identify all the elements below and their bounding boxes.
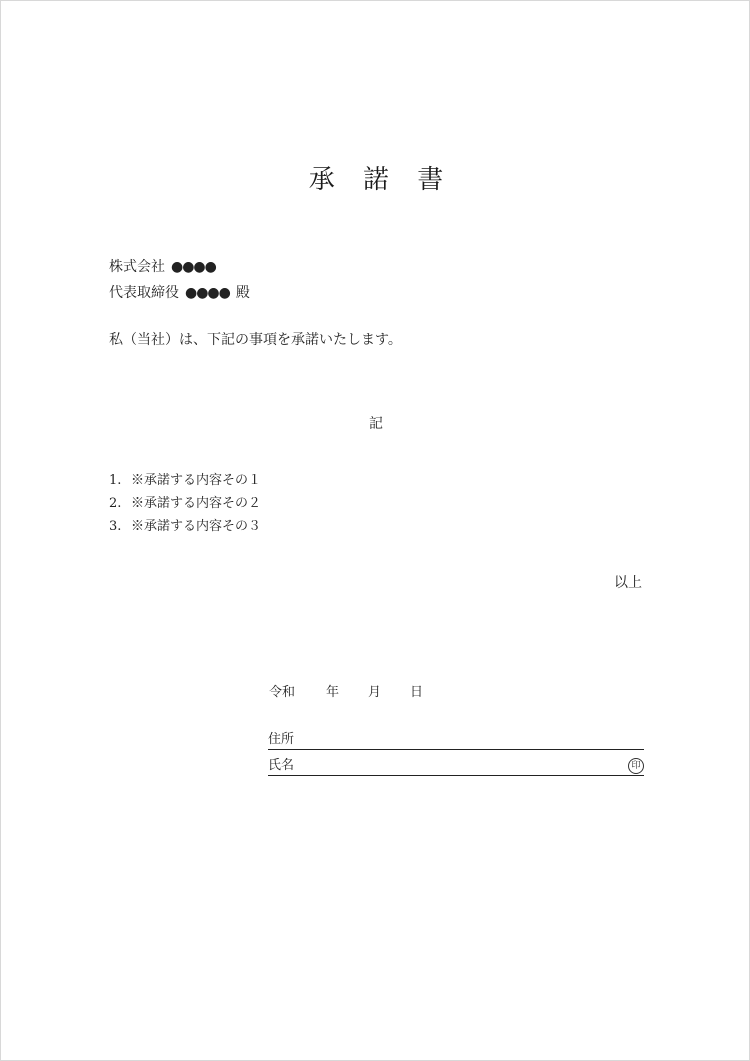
honorific: 殿 bbox=[235, 285, 250, 301]
list-item: 2. ※承諾する内容その２ bbox=[109, 496, 262, 511]
list-item: 1. ※承諾する内容その１ bbox=[109, 473, 262, 488]
name-field[interactable] bbox=[268, 757, 644, 776]
address-field[interactable] bbox=[268, 731, 644, 750]
list-item: 3. ※承諾する内容その３ bbox=[109, 519, 262, 534]
seal-icon: 印 bbox=[628, 758, 644, 774]
name-label: 氏名 bbox=[268, 758, 295, 773]
closing-mark: 以上 bbox=[614, 575, 642, 591]
addressee-block bbox=[109, 254, 250, 306]
date-line bbox=[269, 681, 423, 700]
consent-items-list bbox=[109, 469, 261, 538]
representative-name: ●●●● bbox=[185, 285, 230, 301]
address-label: 住所 bbox=[268, 732, 295, 747]
representative-label: 代表取締役 bbox=[109, 285, 179, 301]
company-label: 株式会社 bbox=[109, 259, 165, 275]
date-era: 令和 bbox=[269, 685, 296, 700]
date-year: 年 bbox=[326, 685, 340, 700]
ki-heading: 記 bbox=[369, 416, 383, 432]
addressee-company bbox=[109, 254, 250, 280]
consent-statement: 私（当社）は、下記の事項を承諾いたします。 bbox=[109, 332, 402, 348]
date-day: 日 bbox=[410, 685, 424, 700]
company-name: ●●●● bbox=[171, 259, 216, 275]
addressee-representative bbox=[109, 280, 250, 306]
date-month: 月 bbox=[368, 685, 382, 700]
document-title: 承 諾 書 bbox=[308, 165, 454, 195]
